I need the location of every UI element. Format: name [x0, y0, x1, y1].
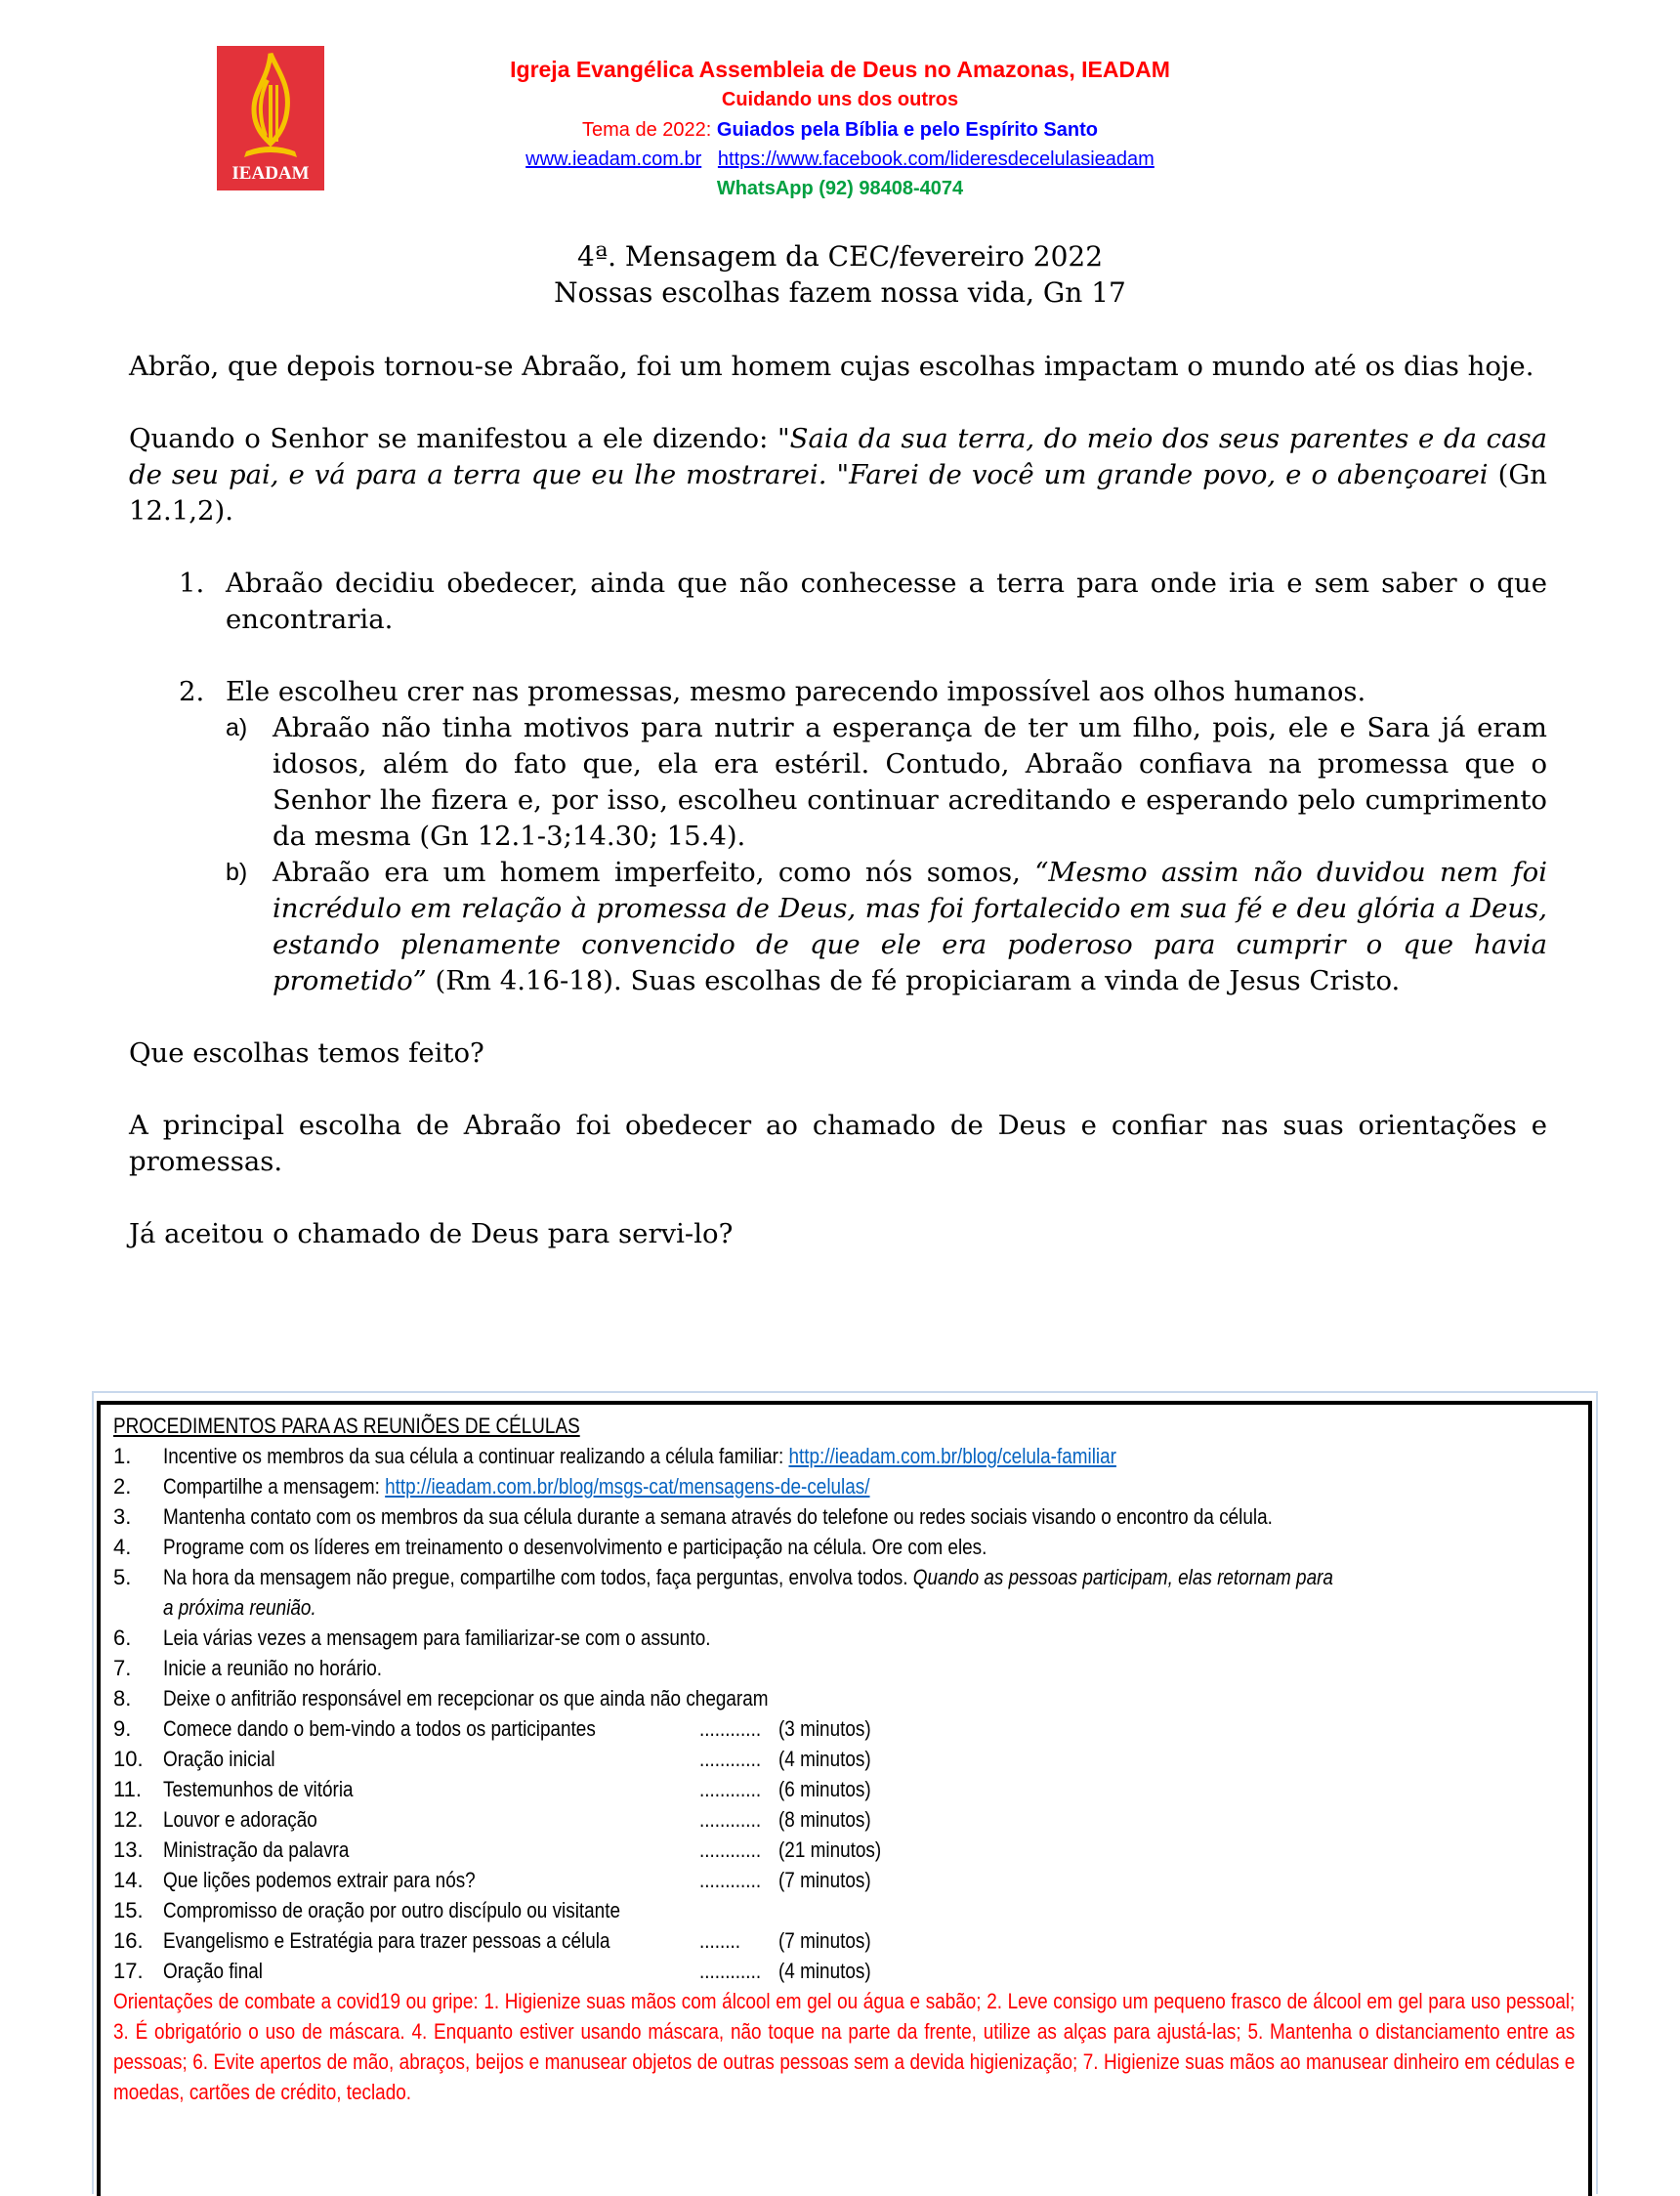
procedure-item: 5. Na hora da mensagem não pregue, compartilhe com todos, faça perguntas, envolva todos. Quando as pessoas participam, elas retornam para a próxima reunião.: [113, 1565, 1333, 1620]
sub-list-item: a) Abraão não tinha motivos para nutrir a esperança de ter um filho, pois, ele e Sara já eram idosos, além do fato que, ela era estéril. Contudo, Abraão confiava na promessa que o Senhor lhe fizera e, por isso, escolheu continuar acreditando e esperando pelo cumprimento da mesma (Gn 12.1-3;14.30; 15.4).: [226, 712, 1547, 852]
timed-procedure-item: 16. Evangelismo e Estratégia para trazer pessoas a célula ........ (7 minutos): [113, 1925, 1574, 1956]
question-2: Já aceitou o chamado de Deus para servi-lo?: [129, 1218, 734, 1249]
mensagens-link[interactable]: http://ieadam.com.br/blog/msgs-cat/mensagens-de-celulas/: [385, 1474, 870, 1499]
website-link[interactable]: www.ieadam.com.br: [525, 148, 702, 170]
title-line-2: Nossas escolhas fazem nossa vida, Gn 17: [554, 276, 1126, 309]
flame-book-icon: [217, 46, 324, 190]
timed-procedure-item: 13. Ministração da palavra ............ (21 minutos): [113, 1835, 1574, 1865]
procedure-item: 8. Deixe o anfitrião responsável em recepcionar os que ainda não chegaram: [113, 1686, 769, 1710]
list-item: 1. Abraão decidiu obedecer, ainda que não conhecesse a terra para onde iria e sem saber o que encontraria.: [179, 568, 1547, 635]
svg-text:IEADAM: IEADAM: [231, 163, 310, 184]
question-1: Que escolhas temos feito?: [129, 1037, 484, 1069]
procedures-heading: PROCEDIMENTOS PARA AS REUNIÕES DE CÉLULAS: [113, 1414, 580, 1438]
scripture-ref: (Gn 12.1,2).: [129, 459, 1547, 527]
scripture-quote: "Saia da sua terra, do meio dos seus parentes e da casa de seu pai, e vá para a terra que eu lhe mostrarei. "Farei de você um grande povo, e o abençoarei: [129, 423, 1547, 490]
timed-procedure-item: 17. Oração final ............ (4 minutos): [113, 1956, 1574, 1986]
procedure-item: 3. Mantenha contato com os membros da sua célula durante a semana através do telefone ou redes sociais visando o encontro da célula.: [113, 1504, 1273, 1529]
procedures-box: [97, 1401, 1592, 2196]
procedure-item: 2. Compartilhe a mensagem: http://ieadam.com.br/blog/msgs-cat/mensagens-de-celulas/: [113, 1474, 870, 1499]
intro-paragraph: Abrão, que depois tornou-se Abraão, foi um homem cujas escolhas impactam o mundo até os dias hoje.: [129, 351, 1534, 382]
duration: (4 minutos): [778, 1959, 871, 1983]
facebook-link[interactable]: https://www.facebook.com/lideresdecelulasieadam: [717, 148, 1155, 170]
whatsapp-contact: WhatsApp (92) 98408-4074: [716, 178, 964, 199]
romans-quote: “Mesmo assim não duvidou nem foi incrédulo em relação à promessa de Deus, mas foi fortalecido em sua fé e deu glória a Deus, estando plenamente convencido de que ele era poderoso para cumprir o que havia prometido”: [273, 857, 1547, 996]
conclusion-paragraph: A principal escolha de Abraão foi obedecer ao chamado de Deus e confiar nas suas orientações e promessas.: [129, 1110, 1547, 1177]
duration: (8 minutos): [778, 1807, 871, 1832]
duration: (21 minutos): [778, 1837, 882, 1862]
calling-paragraph: Quando o Senhor se manifestou a ele dizendo: "Saia da sua terra, do meio dos seus parentes e da casa de seu pai, e vá para a terra que eu lhe mostrarei. "Farei de você um grande povo, e o abençoarei (Gn 12.1,2).: [129, 423, 1547, 527]
title-line-1: 4ª. Mensagem da CEC/fevereiro 2022: [576, 240, 1104, 273]
procedure-item: 15. Compromisso de oração por outro discípulo ou visitante: [113, 1898, 620, 1922]
message-title: [0, 238, 1680, 311]
duration: (3 minutos): [778, 1716, 871, 1741]
sub-list-item: b) Abraão era um homem imperfeito, como nós somos, “Mesmo assim não duvidou nem foi incrédulo em relação à promessa de Deus, mas foi fortalecido em sua fé e deu glória a Deus, estando plenamente convencido de que ele era poderoso para cumprir o que havia prometido” (Rm 4.16-18). Suas escolhas de fé propiciaram a vinda de Jesus Cristo.: [226, 857, 1547, 996]
celula-familiar-link[interactable]: http://ieadam.com.br/blog/celula-familiar: [788, 1444, 1116, 1468]
duration: (7 minutos): [778, 1868, 871, 1892]
duration: (4 minutos): [778, 1747, 871, 1771]
message-body: [129, 349, 1547, 1252]
duration: (6 minutos): [778, 1777, 871, 1801]
list-item: 2. Ele escolheu crer nas promessas, mesmo parecendo impossível aos olhos humanos.: [179, 676, 1366, 707]
timed-procedure-item: 11. Testemunhos de vitória ............ (6 minutos): [113, 1774, 1574, 1804]
procedure-item: 4. Programe com os líderes em treinamento o desenvolvimento e participação na célula. Ore com eles.: [113, 1535, 987, 1559]
theme-text: Guiados pela Bíblia e pelo Espírito Santo: [716, 119, 1098, 141]
procedure-item: 6. Leia várias vezes a mensagem para familiarizar-se com o assunto.: [113, 1626, 711, 1650]
timed-procedure-item: 10. Oração inicial ............ (4 minutos): [113, 1744, 1574, 1774]
church-name: Igreja Evangélica Assembleia de Deus no Amazonas, IEADAM: [510, 57, 1170, 82]
duration: (7 minutos): [778, 1928, 871, 1953]
timed-procedure-item: 12. Louvor e adoração ............ (8 minutos): [113, 1804, 1574, 1835]
timed-procedure-item: 9. Comece dando o bem-vindo a todos os participantes ............ (3 minutos): [113, 1713, 1574, 1744]
church-motto: Cuidando uns dos outros: [721, 89, 959, 110]
ieadam-logo: [217, 46, 324, 190]
covid-guidelines: Orientações de combate a covid19 ou gripe: 1. Higienize suas mãos com álcool em gel ou água e sabão; 2. Leve consigo um pequeno frasco de álcool em gel para uso pessoal; 3. É obrigatório o uso de máscara. 4. Enquanto estiver usando máscara, não toque na parte da frente, utilize as alças para ajustá-las; 5. Mantenha o distanciamento entre as pessoas; 6. Evite apertos de mão, abraços, beijos e manusear objetos de outras pessoas sem a devida higienização; 7. Higienize suas mãos ao manusear dinheiro em cédulas e moedas, cartões de crédito, teclado.: [113, 1989, 1575, 2104]
timed-procedure-item: 14. Que lições podemos extrair para nós? ............ (7 minutos): [113, 1865, 1574, 1895]
year-theme: [322, 115, 1358, 145]
church-header: [322, 55, 1358, 203]
theme-prefix: Tema de 2022:: [582, 119, 712, 141]
procedure-item: 7. Inicie a reunião no horário.: [113, 1656, 383, 1680]
procedure-item: 1. Incentive os membros da sua célula a continuar realizando a célula familiar: http://ieadam.com.br/blog/celula-familiar: [113, 1444, 1116, 1468]
links-line: [322, 145, 1358, 174]
